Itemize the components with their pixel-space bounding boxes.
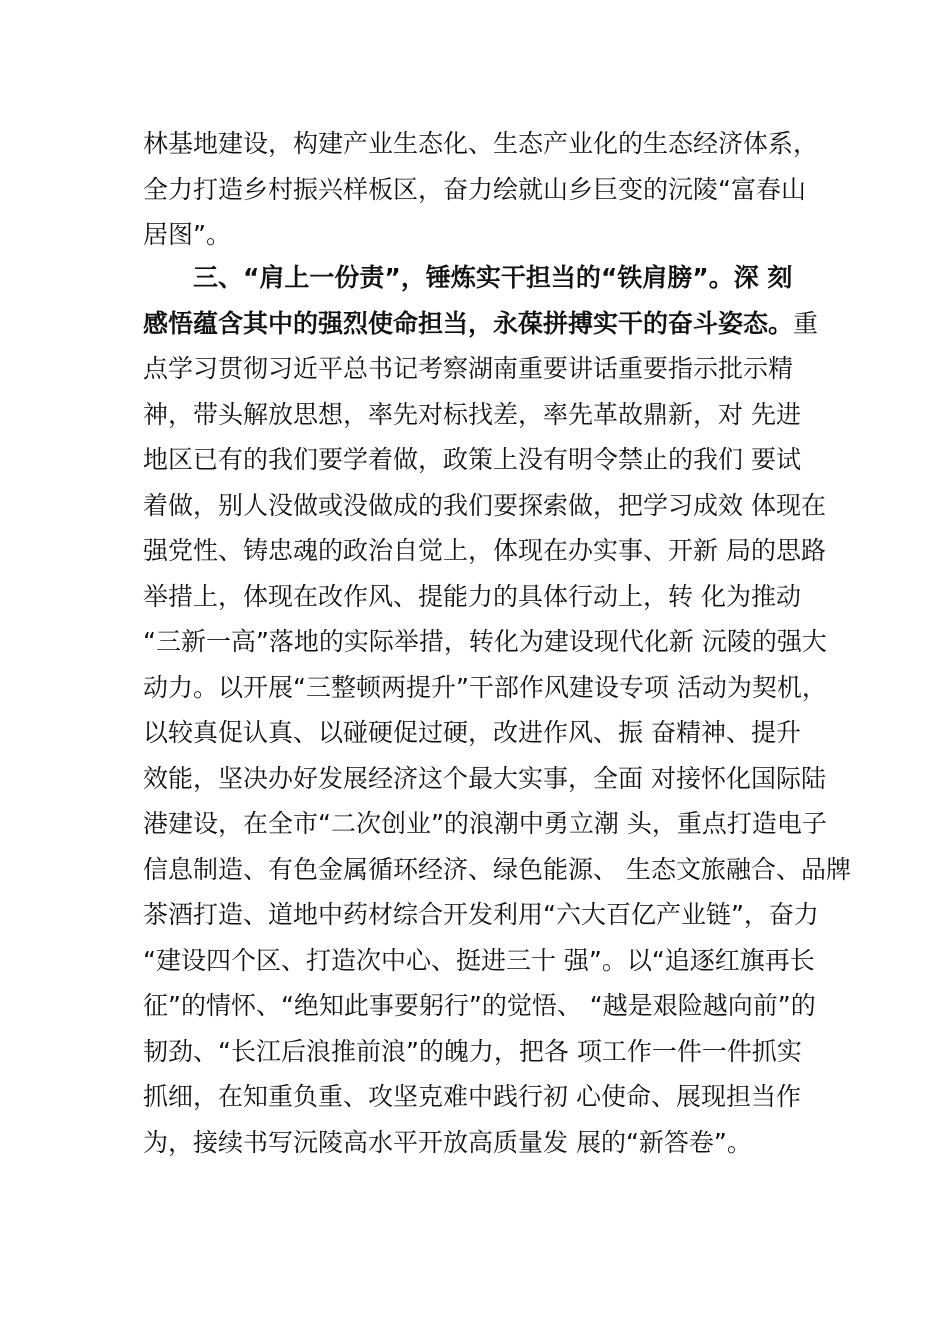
text-line: 信息制造、有色金属循环经济、绿色能源、 生态文旅融合、品牌: [143, 854, 851, 884]
text-run: 重: [793, 308, 819, 338]
text-line: 神，带头解放思想，率先对标找差，率先革故鼎新，对 先进: [143, 399, 801, 429]
text-line: 以较真促认真、以碰硬促过硬，改进作风、振 奋精神、提升: [143, 718, 801, 747]
text-line: 抓细，在知重负重、攻坚克难中践行初 心使命、展现担当作: [143, 1082, 801, 1111]
text-line: 全力打造乡村振兴样板区，奋力绘就山乡巨变的沅陵“富春山: [143, 174, 806, 204]
text-line: 着做，别人没做或没做成的我们要探索做，把学习成效 体现在: [143, 490, 826, 520]
text-line: 动力。以开展“三整顿两提升”干部作风建设专项 活动为契机，: [143, 672, 827, 702]
text-line: “建设四个区、打造次中心、挺进三十 强”。以“追逐红旗再长: [143, 945, 815, 975]
text-line: 林基地建设，构建产业生态化、生态产业化的生态经济体系，: [143, 129, 819, 158]
text-line: 韧劲、“长江后浪推前浪”的魄力，把各 项工作一件一件抓实: [143, 1036, 802, 1066]
text-line: “三新一高”落地的实际举措，转化为建设现代化新 沅陵的强大: [143, 627, 827, 656]
text-line: 居图”。: [143, 220, 231, 249]
text-line-mixed: [143, 301, 843, 347]
text-line: 为，接续书写沅陵高水平开放高质量发 展的“新答卷”。: [143, 1127, 752, 1157]
text-line: 点学习贯彻习近平总书记考察湖南重要讲话重要指示批示精: [143, 354, 794, 383]
paragraph-2: [143, 255, 851, 1165]
text-line: 效能，坚决办好发展经济这个最大实事，全面 对接怀化国际陆: [143, 763, 826, 793]
text-line: 强党性、铸忠魂的政治自觉上，体现在办实事、开新 局的思路: [143, 536, 826, 565]
text-line: 征”的情怀、“绝知此事要躬行”的觉悟、 “越是艰险越向前”的: [143, 991, 816, 1020]
text-line: 港建设，在全市“二次创业”的浪潮中勇立潮 头，重点打造电子: [143, 809, 827, 838]
text-line: 地区已有的我们要学着做，政策上没有明令禁止的我们 要试: [143, 445, 801, 474]
section-heading-line: 三、“肩上一份责”，锤炼实干担当的“铁肩膀”。深 刻: [193, 263, 793, 292]
text-line: 茶酒打造、道地中药材综合开发利用“六大百亿产业链”，奋力: [143, 900, 819, 929]
text-line: 举措上，体现在改作风、提能力的具体行动上，转 化为推动: [143, 581, 801, 611]
section-heading-continued: 感悟蕴含其中的强烈使命担当，永葆拼搏实干的奋斗姿态。: [143, 308, 794, 338]
paragraph-1: [143, 121, 843, 258]
